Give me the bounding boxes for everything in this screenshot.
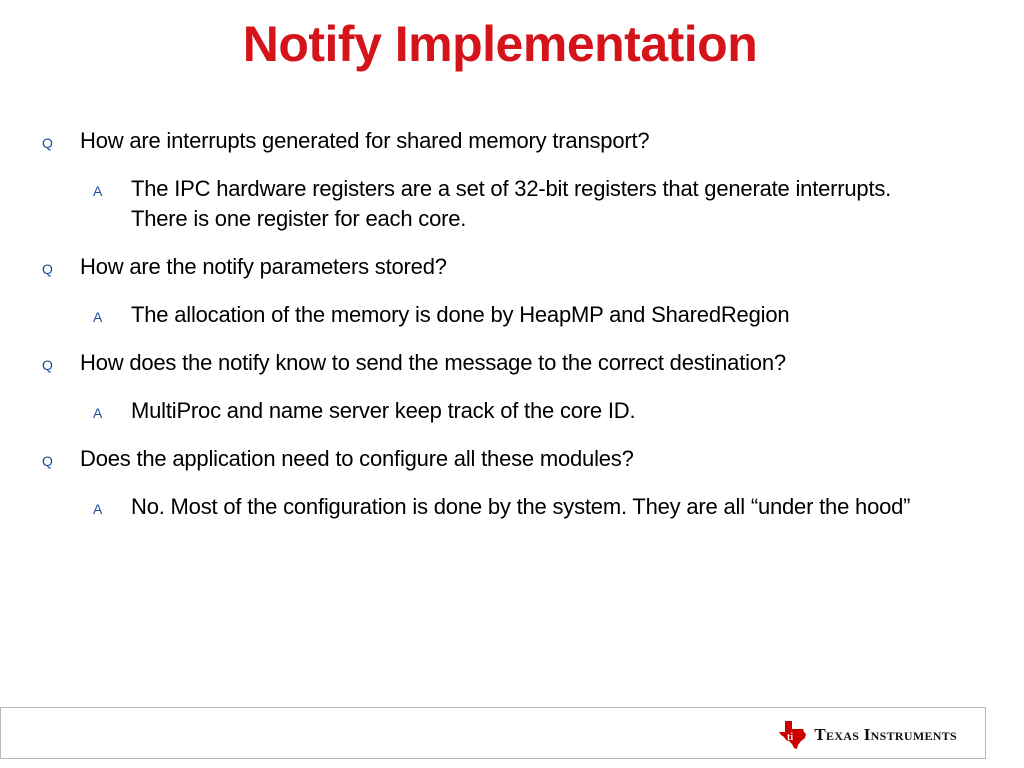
question-item <box>0 126 840 156</box>
question-item <box>0 348 840 378</box>
question-marker: Q <box>42 453 53 469</box>
qa-list <box>0 126 1000 540</box>
question-marker: Q <box>42 357 53 373</box>
question-marker: Q <box>42 135 53 151</box>
answer-marker: A <box>93 183 103 199</box>
question-text: Does the application need to configure all these modules? <box>80 446 634 471</box>
question-text: How are interrupts generated for shared memory transport? <box>80 128 650 153</box>
answer-text: MultiProc and name server keep track of the core ID. <box>131 398 636 423</box>
slide-title: Notify Implementation <box>242 16 758 72</box>
answer-marker: A <box>93 501 103 517</box>
answer-item <box>0 174 931 234</box>
answer-text: The IPC hardware registers are a set of 32-bit registers that generate interrupts. There is one register for each core. <box>131 176 892 231</box>
answer-text: The allocation of the memory is done by HeapMP and SharedRegion <box>131 302 790 327</box>
answer-text: No. Most of the configuration is done by the system. They are all “under the hood” <box>131 494 911 519</box>
question-item <box>0 444 840 474</box>
logo-text: Texas Instruments <box>814 725 957 744</box>
question-item <box>0 252 840 282</box>
texas-state-icon <box>778 720 808 750</box>
answer-marker: A <box>93 405 103 421</box>
slide-footer <box>0 707 986 759</box>
question-marker: Q <box>42 261 53 277</box>
answer-item <box>0 492 931 522</box>
svg-text:ti: ti <box>787 732 794 743</box>
answer-item <box>0 300 931 330</box>
question-text: How does the notify know to send the message to the correct destination? <box>80 350 786 375</box>
texas-instruments-logo <box>778 720 957 750</box>
answer-item <box>0 396 931 426</box>
answer-marker: A <box>93 309 103 325</box>
question-text: How are the notify parameters stored? <box>80 254 447 279</box>
